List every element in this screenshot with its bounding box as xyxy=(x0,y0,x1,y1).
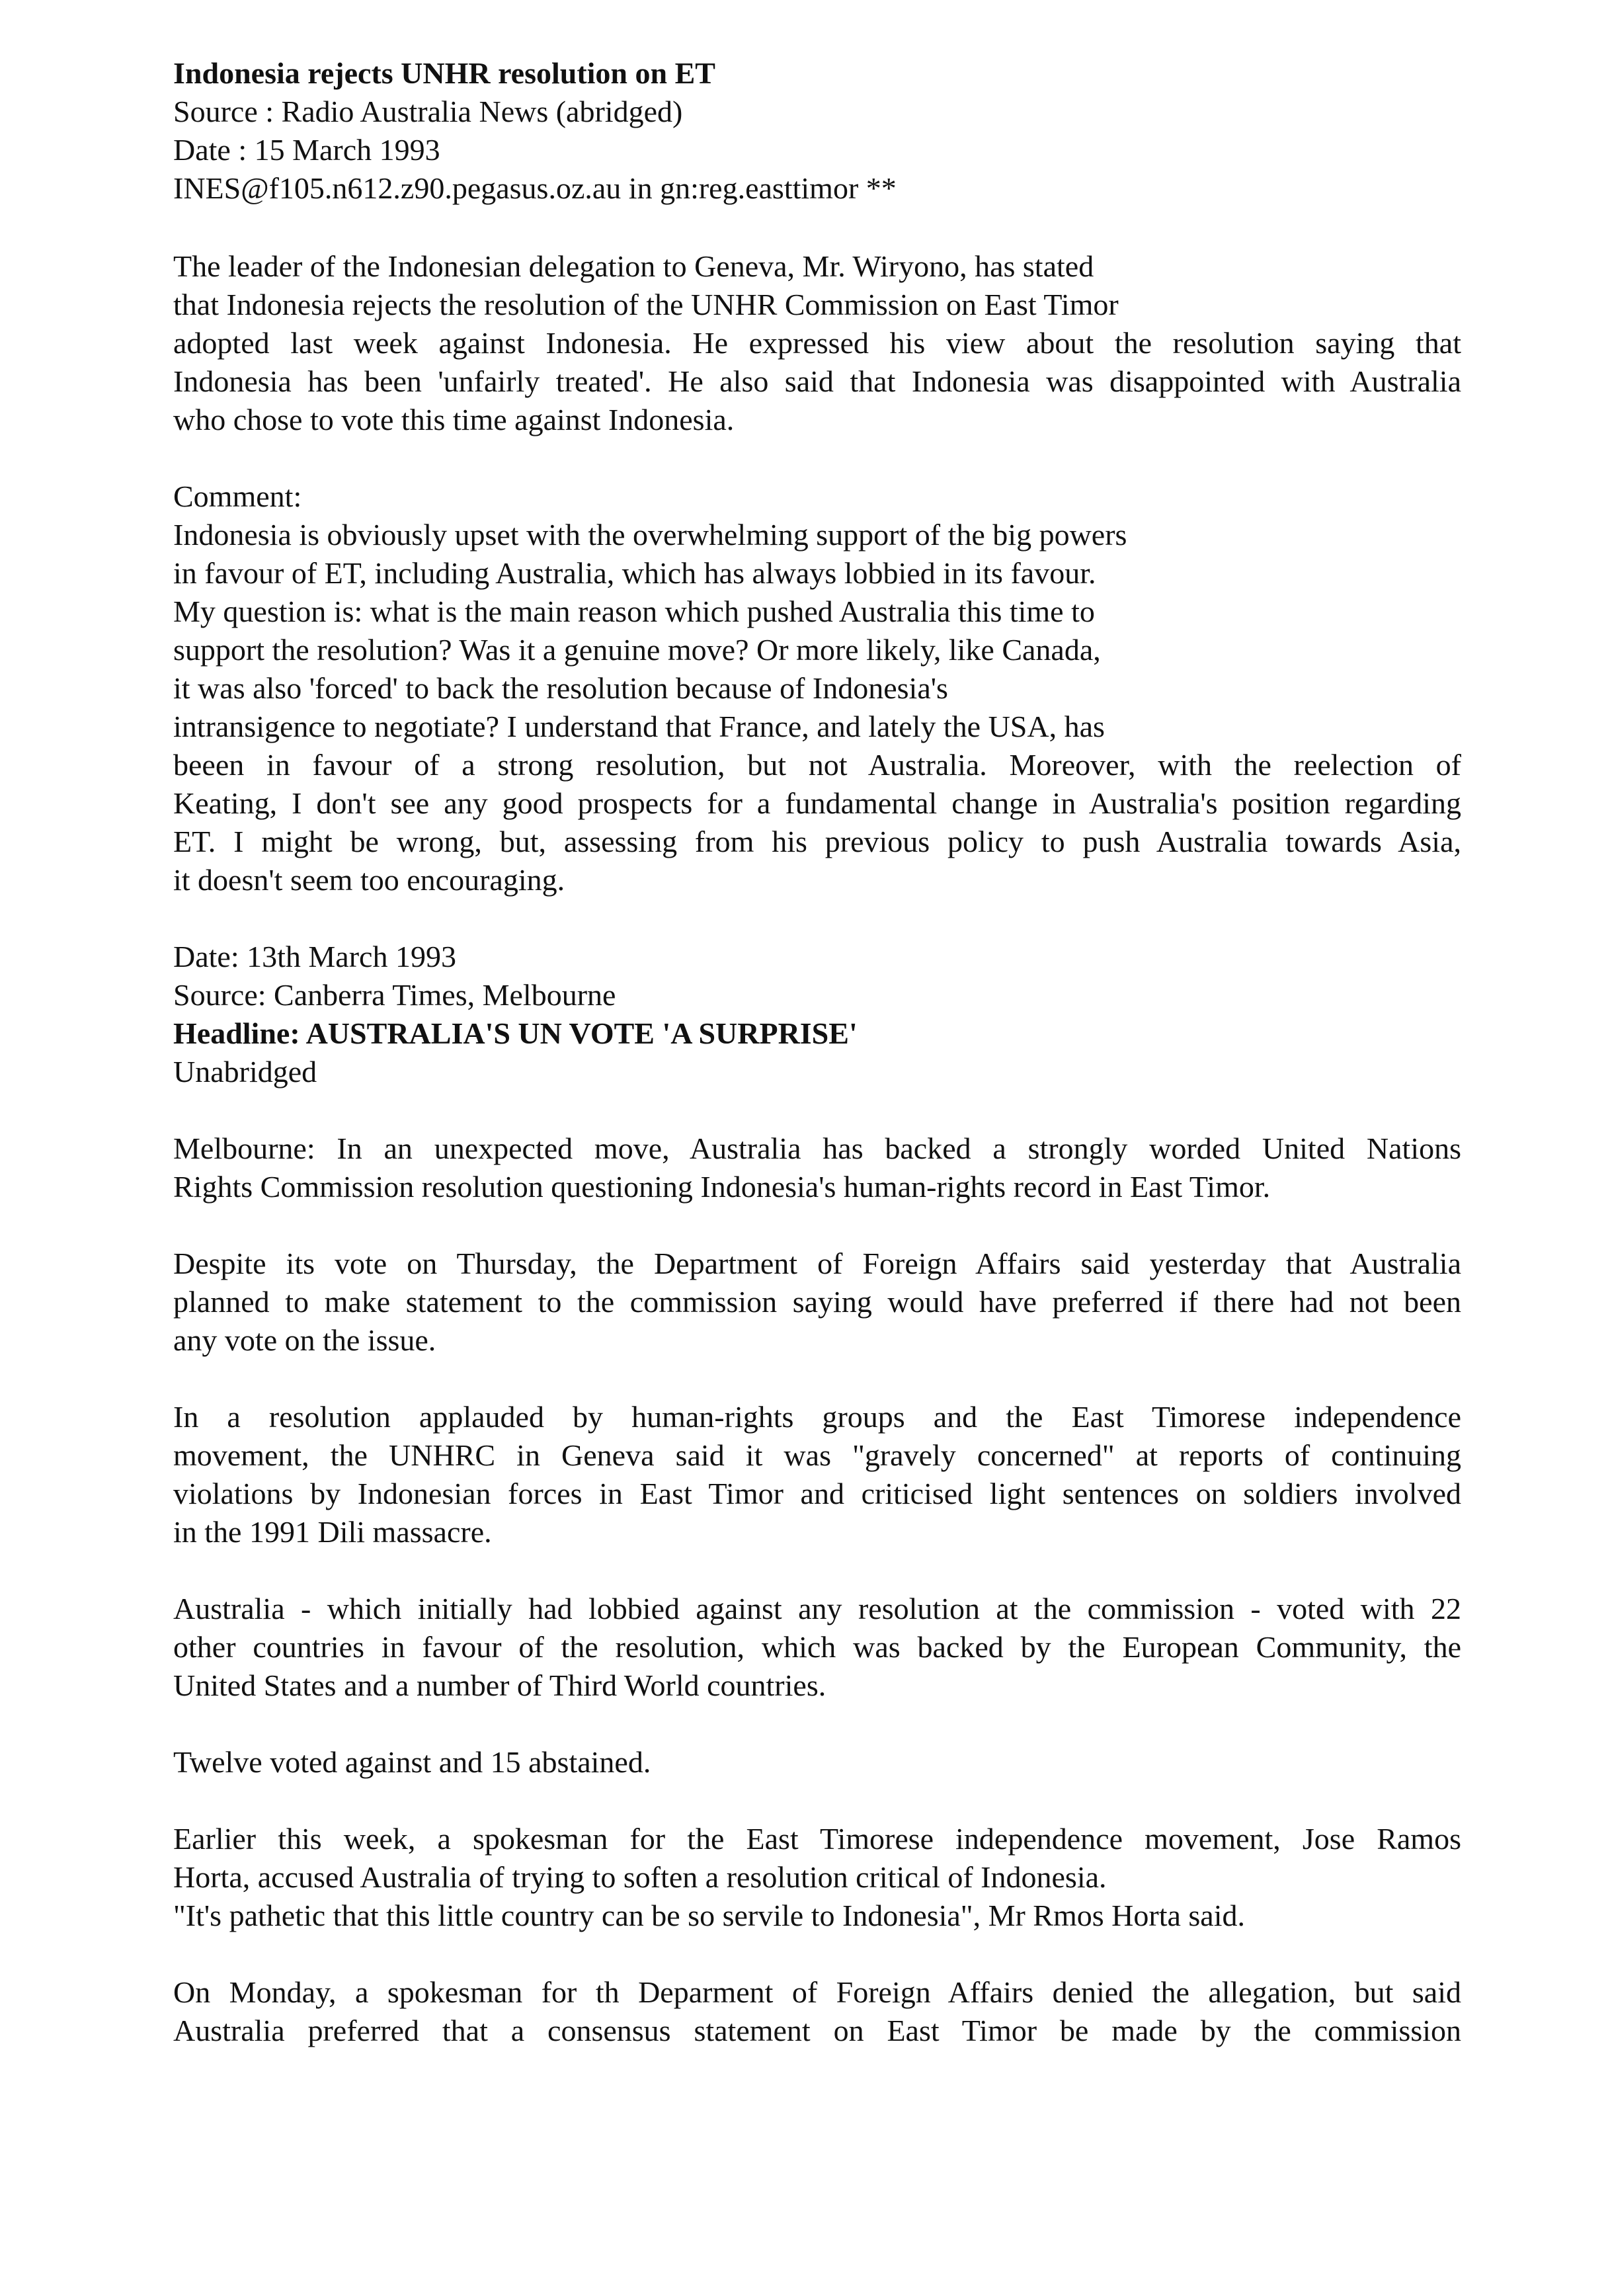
paragraph-line: United States and a number of Third World countries. xyxy=(173,1668,826,1702)
paragraph-line: other countries in favour of the resolution, which was backed by the European Community, the xyxy=(173,1630,1461,1664)
paragraph-line: On Monday, a spokesman for th Deparment of Foreign Affairs denied the allegation, but said xyxy=(173,1975,1461,2009)
comment-line: ET. I might be wrong, but, assessing from his previous policy to push Australia towards Asia, xyxy=(173,825,1461,858)
paragraph-line: Rights Commission resolution questioning Indonesia's human-rights record in East Timor. xyxy=(173,1170,1271,1204)
body-line: that Indonesia rejects the resolution of the UNHR Commission on East Timor xyxy=(173,288,1119,321)
paragraph-line: "It's pathetic that this little country can be so servile to Indonesia", Mr Rmos Horta said. xyxy=(173,1899,1246,1932)
comment-line: My question is: what is the main reason which pushed Australia this time to xyxy=(173,594,1095,628)
body-line: adopted last week against Indonesia. He expressed his view about the resolution saying that xyxy=(173,326,1461,360)
comment-line: support the resolution? Was it a genuine move? Or more likely, like Canada, xyxy=(173,633,1101,667)
paragraph-line: Despite its vote on Thursday, the Department of Foreign Affairs said yesterday that Australia xyxy=(173,1247,1461,1280)
comment-line: it doesn't seem too encouraging. xyxy=(173,863,565,897)
article-source: Source : Radio Australia News (abridged) xyxy=(173,95,683,128)
paragraph-line: Melbourne: In an unexpected move, Australia has backed a strongly worded United Nations xyxy=(173,1131,1461,1165)
paragraph-line: any vote on the issue. xyxy=(173,1323,436,1357)
body-line: The leader of the Indonesian delegation to Geneva, Mr. Wiryono, has stated xyxy=(173,249,1094,283)
comment-line: Keating, I don't see any good prospects for a fundamental change in Australia's position regarding xyxy=(173,786,1461,820)
comment-line: it was also 'forced' to back the resolution because of Indonesia's xyxy=(173,671,948,705)
body-line: Indonesia has been 'unfairly treated'. He also said that Indonesia was disappointed with Australia xyxy=(173,364,1461,398)
paragraph-line: Twelve voted against and 15 abstained. xyxy=(173,1745,651,1779)
paragraph-line: In a resolution applauded by human-rights groups and the East Timorese independence xyxy=(173,1400,1461,1434)
article2-source: Source: Canberra Times, Melbourne xyxy=(173,978,616,1012)
paragraph-line: movement, the UNHRC in Geneva said it was "gravely concerned" at reports of continuing xyxy=(173,1438,1461,1472)
article-date: Date : 15 March 1993 xyxy=(173,133,440,167)
article2-note: Unabridged xyxy=(173,1055,317,1088)
paragraph-line: Australia preferred that a consensus statement on East Timor be made by the commission xyxy=(173,2014,1461,2047)
article2-headline: Headline: AUSTRALIA'S UN VOTE 'A SURPRISE' xyxy=(173,1016,858,1050)
article-email: INES@f105.n612.z90.pegasus.oz.au in gn:reg.easttimor ** xyxy=(173,171,897,205)
comment-line: intransigence to negotiate? I understand that France, and lately the USA, has xyxy=(173,710,1105,743)
article-title: Indonesia rejects UNHR resolution on ET xyxy=(173,56,715,90)
comment-heading: Comment: xyxy=(173,479,302,513)
body-line: who chose to vote this time against Indonesia. xyxy=(173,403,735,436)
paragraph-line: Australia - which initially had lobbied against any resolution at the commission - voted with 22 xyxy=(173,1592,1461,1625)
comment-line: Indonesia is obviously upset with the overwhelming support of the big powers xyxy=(173,518,1127,552)
paragraph-line: in the 1991 Dili massacre. xyxy=(173,1515,492,1549)
paragraph-line: Earlier this week, a spokesman for the East Timorese independence movement, Jose Ramos xyxy=(173,1822,1461,1856)
article2-date: Date: 13th March 1993 xyxy=(173,940,456,973)
comment-line: in favour of ET, including Australia, which has always lobbied in its favour. xyxy=(173,556,1096,590)
comment-line: beeen in favour of a strong resolution, but not Australia. Moreover, with the reelection of xyxy=(173,748,1461,782)
paragraph-line: Horta, accused Australia of trying to soften a resolution critical of Indonesia. xyxy=(173,1860,1107,1894)
paragraph-line: violations by Indonesian forces in East Timor and criticised light sentences on soldiers involved xyxy=(173,1477,1461,1510)
paragraph-line: planned to make statement to the commission saying would have preferred if there had not been xyxy=(173,1285,1461,1319)
